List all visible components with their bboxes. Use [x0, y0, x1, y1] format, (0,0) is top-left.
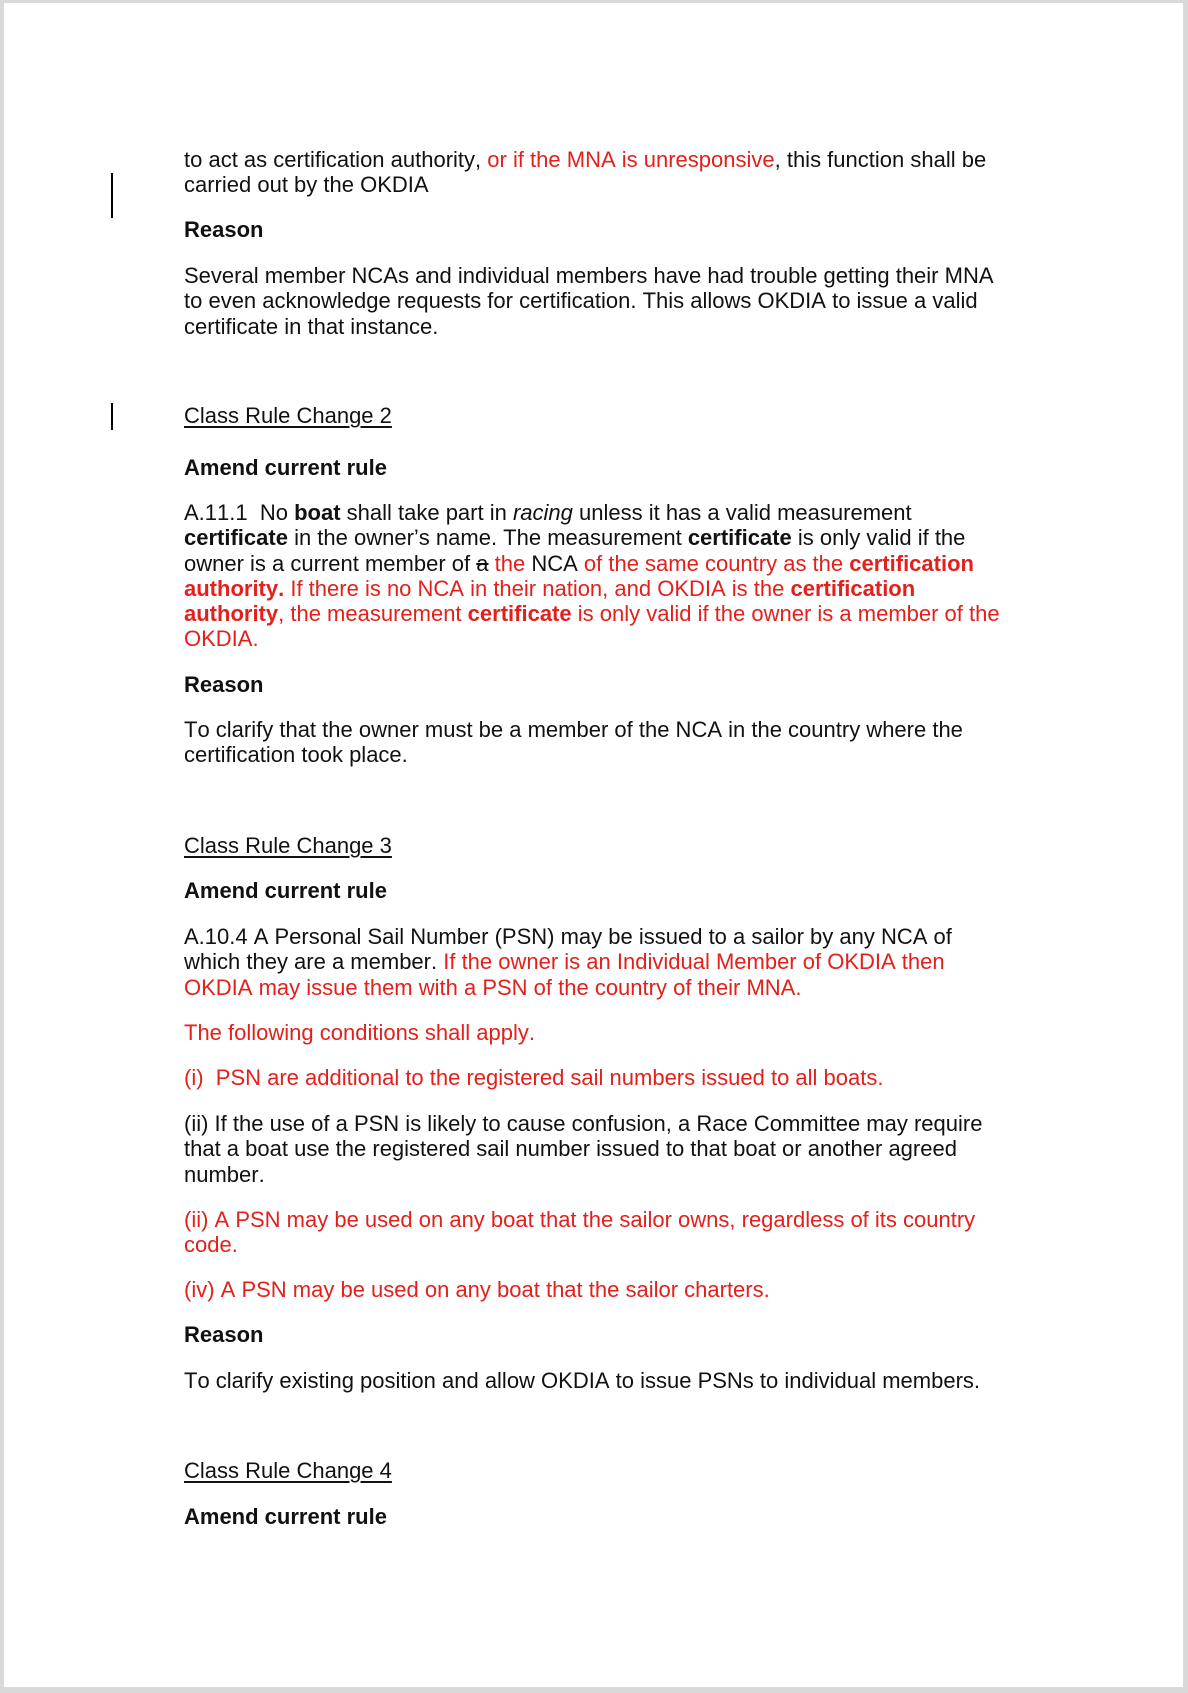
inserted-defined-term: certification authority — [184, 575, 916, 627]
condition-item: (iv) A PSN may be used on any boat that the sailor charters. — [184, 1277, 770, 1302]
inserted-text-run: If there is no NCA in their nation, and OKDIA is the — [284, 575, 791, 601]
inserted-defined-term: certificate — [467, 601, 572, 627]
inserted-text-run: is only valid if the owner is a member of the OKDIA. — [184, 601, 1000, 652]
reason-heading: Reason — [184, 672, 264, 697]
text-run: unless it has a valid measurement — [572, 500, 912, 525]
reason-paragraph: To clarify existing position and allow OKDIA to issue PSNs to individual members. — [184, 1368, 981, 1393]
inserted-text-run: the — [494, 550, 526, 576]
defined-term: certificate — [184, 525, 288, 551]
change-bar — [111, 403, 113, 430]
condition-item: (i) PSN are additional to the registered sail numbers issued to all boats. — [184, 1065, 884, 1090]
rule-text-paragraph — [184, 500, 1007, 652]
deleted-text-run: a — [476, 550, 489, 576]
rule-text-paragraph — [184, 924, 1007, 1000]
inserted-defined-term: certification authority. — [184, 550, 974, 601]
inserted-text-run: If the owner is an Individual Member of OKDIA then OKDIA may issue them with a PSN of the country of their MNA. — [184, 949, 945, 1000]
condition-item: (ii) If the use of a PSN is likely to cause confusion, a Race Committee may require that a boat use the registered sail number issued to that boat or another agreed number. — [184, 1111, 983, 1187]
reason-heading: Reason — [184, 217, 264, 242]
inserted-text-run: or if the MNA is unresponsive — [487, 147, 775, 172]
text-run: A.11.1 No — [184, 500, 295, 525]
body-paragraph — [184, 147, 1007, 198]
class-rule-change-title: Class Rule Change 4 — [184, 1458, 392, 1483]
class-rule-change-title: Class Rule Change 2 — [184, 403, 392, 428]
text-run: in the owner’s name. The measurement — [287, 525, 688, 551]
text-run: NCA — [525, 550, 584, 576]
conditions-intro: The following conditions shall apply. — [184, 1020, 535, 1045]
class-rule-change-title: Class Rule Change 3 — [184, 833, 392, 858]
text-run: A.10.4 A Personal Sail Number (PSN) may be issued to a sailor by any NCA of which they are a member. — [184, 924, 952, 975]
inserted-text-run: of the same country as the — [583, 550, 850, 576]
reason-heading: Reason — [184, 1322, 264, 1347]
reason-paragraph: To clarify that the owner must be a member of the NCA in the country where the certification took place. — [184, 717, 963, 768]
document-page — [4, 3, 1183, 1687]
reason-paragraph: Several member NCAs and individual members have had trouble getting their MNA to even acknowledge requests for certification. This allows OKDIA to issue a valid certificate in that instance. — [184, 263, 994, 339]
defined-term: racing — [512, 500, 573, 525]
text-run: to act as certification authority, — [184, 147, 488, 172]
defined-term: boat — [294, 500, 341, 525]
amend-current-rule-label: Amend current rule — [184, 878, 387, 903]
text-run: , this function shall be carried out by the OKDIA — [184, 147, 987, 198]
amend-current-rule-label: Amend current rule — [184, 455, 387, 480]
amend-current-rule-label: Amend current rule — [184, 1504, 387, 1529]
inserted-text-run: , the measurement — [278, 601, 468, 627]
change-bar — [111, 173, 113, 218]
condition-item: (ii) A PSN may be used on any boat that the sailor owns, regardless of its country code. — [184, 1207, 976, 1258]
text-run: is only valid if the owner is a current member of — [184, 525, 966, 576]
text-run: shall take part in — [340, 500, 513, 525]
defined-term: certificate — [687, 525, 792, 551]
